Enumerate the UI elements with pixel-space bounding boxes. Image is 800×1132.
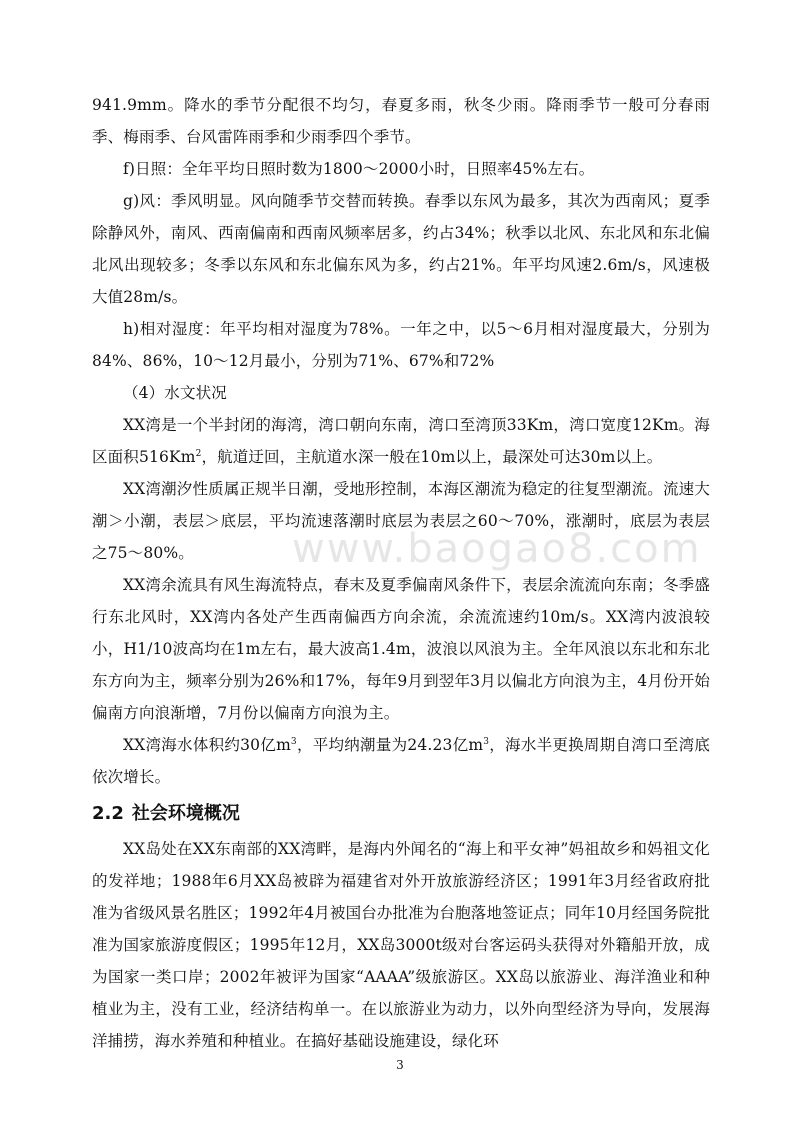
section-number: 2.2 [92, 803, 124, 824]
paragraph-residual-current: XX湾余流具有风生海流特点，春末及夏季偏南风条件下，表层余流流向东南；冬季盛行东北风时，XX湾内各处产生西南偏西方向余流，余流流速约10m/s。XX湾内波浪较小，H1/10波高均在1m左右，最大波高1.4m，波浪以风浪为主。全年风浪以东北和东北东方向为主，频率分别为26%和17%，每年9月到翌年3月以偏北方向浪为主，4月份开始偏南方向浪渐增，7月份以偏南方向浪为主。 [92, 576, 710, 722]
page-number: 3 [396, 1058, 404, 1072]
paragraph-humidity: h)相对湿度：年平均相对湿度为78%。一年之中，以5～6月相对湿度最大，分别为84%、86%，10～12月最小，分别为71%、67%和72% [92, 320, 710, 370]
paragraph-tide: XX湾潮汐性质属正规半日潮，受地形控制，本海区潮流为稳定的往复型潮流。流速大潮＞小潮，表层＞底层，平均流速落潮时底层为表层之60～70%，涨潮时，底层为表层之75～80%。 [92, 480, 710, 562]
paragraph-social-environment: XX岛处在XX东南部的XX湾畔，是海内外闻名的“海上和平女神”妈祖故乡和妈祖文化的发祥地；1988年6月XX岛被辟为福建省对外开放旅游经济区；1991年3月经省政府批准为省级风景名胜区；1992年4月被国台办批准为台胞落地签证点；同年10月经国务院批准为国家旅游度假区；1995年12月，XX岛3000t级对台客运码头获得对外籍船开放，成为国家一类口岸；2002年被评为国家“AAAA”级旅游区。XX岛以旅游业、海洋渔业和种植业为主，没有工业，经济结构单一。在以旅游业为动力，以外向型经济为导向，发展海洋捕捞，海水养殖和种植业。在搞好基础设施建设，绿化环 [92, 840, 710, 1050]
superscript-cube-2: 3 [483, 737, 490, 747]
paragraph-water-volume [92, 729, 710, 793]
superscript-square: 2 [195, 449, 202, 459]
water-volume-text-b: ，平均纳潮量为24.23亿m [296, 736, 484, 754]
paragraph-bay-description [92, 409, 710, 473]
superscript-cube-1: 3 [290, 737, 297, 747]
subsection-hydrology-heading: （4）水文状况 [123, 384, 227, 402]
water-volume-text-a: XX湾海水体积约30亿m [123, 736, 291, 754]
page-content [92, 89, 710, 1057]
section-heading [92, 797, 710, 831]
paragraph-precipitation: 941.9mm。降水的季节分配很不均匀，春夏多雨，秋冬少雨。降雨季节一般可分春雨季、梅雨季、台风雷阵雨季和少雨季四个季节。 [92, 96, 710, 146]
bay-description-text-b: ，航道迂回，主航道水深一般在10m以上，最深处可达30m以上。 [201, 448, 663, 466]
paragraph-wind: g)风：季风明显。风向随季节交替而转换。春季以东风为最多，其次为西南风；夏季除静风外，南风、西南偏南和西南风频率居多，约占34%；秋季以北风、东北风和东北偏北风出现较多；冬季以东风和东北偏东风为多，约占21%。年平均风速2.6m/s，风速极大值28m/s。 [92, 192, 710, 306]
water-volume-text-c: ，海水半更换周期自湾口至湾底依次增长。 [92, 736, 710, 786]
section-title: 社会环境概况 [131, 803, 240, 824]
paragraph-sunshine: f)日照：全年平均日照时数为1800～2000小时，日照率45%左右。 [123, 160, 595, 178]
bay-description-text-a: XX湾是一个半封闭的海湾，湾口朝向东南，湾口至湾顶33Km，湾口宽度12Km。海区面积516Km [92, 416, 710, 466]
watermark-text: www.baogao8.com [292, 526, 702, 572]
